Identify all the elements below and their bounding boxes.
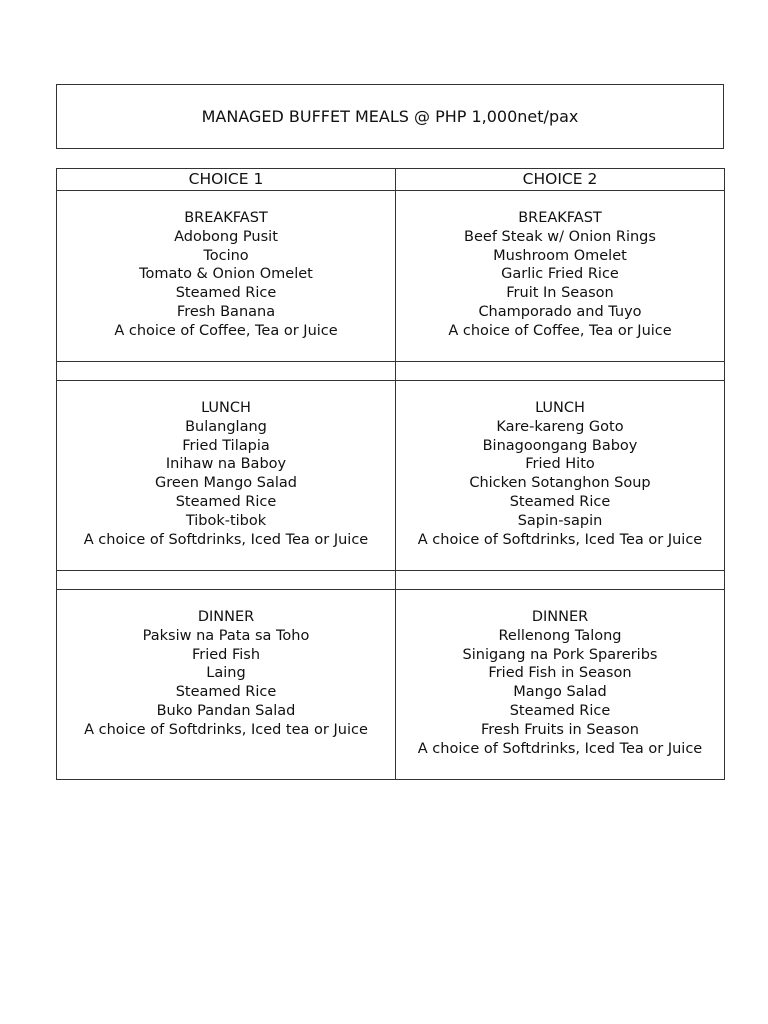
menu-item: A choice of Coffee, Tea or Juice bbox=[448, 322, 672, 339]
menu-title-box bbox=[56, 84, 724, 149]
menu-item: Paksiw na Pata sa Toho bbox=[142, 627, 310, 644]
meal-name: DINNER bbox=[197, 609, 255, 625]
menu-item: Steamed Rice bbox=[509, 493, 611, 510]
meal-cell-lunch-choice-1 bbox=[57, 381, 396, 571]
column-header-choice-2: CHOICE 2 bbox=[396, 169, 725, 191]
menu-item: Inihaw na Baboy bbox=[165, 456, 287, 473]
meal-cell-lunch-choice-2 bbox=[396, 381, 725, 571]
menu-item: Beef Steak w/ Onion Rings bbox=[464, 228, 656, 245]
column-header-row bbox=[57, 169, 725, 191]
menu-item: Fruit In Season bbox=[506, 285, 614, 302]
menu-item: Garlic Fried Rice bbox=[501, 266, 619, 283]
menu-item: Green Mango Salad bbox=[155, 475, 297, 492]
menu-item: Fried Tilapia bbox=[182, 437, 270, 454]
meal-cell-breakfast-choice-1 bbox=[57, 191, 396, 362]
spacer-row bbox=[57, 362, 725, 381]
meal-name: LUNCH bbox=[535, 400, 585, 416]
menu-item: Tocino bbox=[203, 247, 249, 264]
meal-name: DINNER bbox=[531, 609, 589, 625]
menu-item: Steamed Rice bbox=[175, 285, 277, 302]
meal-name: BREAKFAST bbox=[184, 210, 268, 226]
menu-item: Kare-kareng Goto bbox=[496, 418, 624, 435]
spacer-row bbox=[57, 571, 725, 590]
menu-item: Adobong Pusit bbox=[174, 228, 278, 245]
menu-item: Mango Salad bbox=[513, 684, 607, 701]
menu-item: Fried Fish in Season bbox=[488, 665, 632, 682]
menu-item: Tibok-tibok bbox=[185, 512, 267, 529]
menu-item: Steamed Rice bbox=[509, 702, 611, 719]
menu-item: A choice of Softdrinks, Iced tea or Juice bbox=[84, 721, 368, 738]
meal-cell-dinner-choice-1 bbox=[57, 590, 396, 780]
menu-item: Rellenong Talong bbox=[498, 627, 622, 644]
menu-item: Binagoongang Baboy bbox=[482, 437, 638, 454]
menu-item: A choice of Coffee, Tea or Juice bbox=[114, 322, 338, 339]
spacer-cell bbox=[396, 362, 725, 381]
meal-cell-breakfast-choice-2 bbox=[396, 191, 725, 362]
menu-item: Champorado and Tuyo bbox=[478, 303, 642, 320]
menu-item: Buko Pandan Salad bbox=[156, 702, 296, 719]
menu-item: Tomato & Onion Omelet bbox=[139, 266, 313, 283]
menu-item: Sapin-sapin bbox=[517, 512, 603, 529]
menu-title: MANAGED BUFFET MEALS @ PHP 1,000net/pax bbox=[201, 107, 579, 126]
meal-row-breakfast bbox=[57, 191, 725, 362]
menu-item: Fresh Banana bbox=[176, 303, 276, 320]
menu-item: Fried Hito bbox=[525, 456, 595, 473]
menu-item: A choice of Softdrinks, Iced Tea or Juice bbox=[417, 531, 703, 548]
menu-item: Steamed Rice bbox=[175, 684, 277, 701]
meal-name: LUNCH bbox=[201, 400, 251, 416]
meal-name: BREAKFAST bbox=[518, 210, 602, 226]
menu-item: A choice of Softdrinks, Iced Tea or Juice bbox=[417, 740, 703, 757]
meal-row-dinner bbox=[57, 590, 725, 780]
menu-table bbox=[56, 168, 725, 780]
meal-cell-dinner-choice-2 bbox=[396, 590, 725, 780]
menu-item: Fried Fish bbox=[191, 646, 261, 663]
spacer-cell bbox=[396, 571, 725, 590]
meal-row-lunch bbox=[57, 381, 725, 571]
menu-item: Mushroom Omelet bbox=[493, 247, 627, 264]
menu-item: Bulanglang bbox=[185, 418, 267, 435]
menu-item: Sinigang na Pork Spareribs bbox=[462, 646, 658, 663]
spacer-cell bbox=[57, 362, 396, 381]
menu-item: Fresh Fruits in Season bbox=[481, 721, 639, 738]
menu-item: A choice of Softdrinks, Iced Tea or Juice bbox=[83, 531, 369, 548]
column-header-choice-1: CHOICE 1 bbox=[57, 169, 396, 191]
spacer-cell bbox=[57, 571, 396, 590]
menu-item: Laing bbox=[206, 665, 246, 682]
menu-item: Chicken Sotanghon Soup bbox=[469, 475, 651, 492]
menu-item: Steamed Rice bbox=[175, 493, 277, 510]
